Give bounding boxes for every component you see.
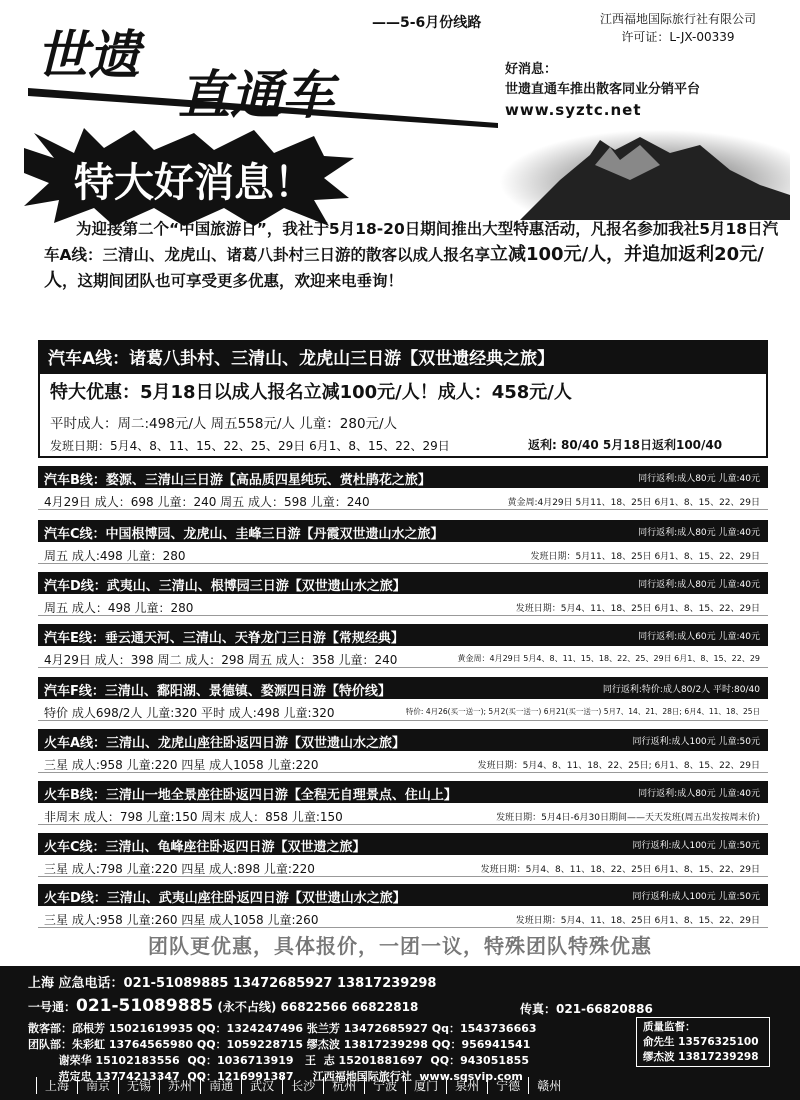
main-route-prices: 平时成人：周二:498元/人 周五558元/人 儿童：280元/人 <box>50 416 398 432</box>
contact-line: 范定忠 13774213347 QQ：1216991387 江西福地国际旅行社 www.sqsvip.com <box>28 1070 523 1083</box>
route-rebate: 同行返利:成人80元 儿童:40元 <box>638 789 760 799</box>
company-name: 江西福地国际旅行社有限公司 <box>599 12 756 26</box>
contact-line: 散客部：邱根芳 15021619935 QQ：1324247496 张兰芳 13472685927 Qq：1543736663 <box>28 1022 537 1035</box>
route-row <box>38 490 768 510</box>
hotline-row <box>28 996 418 1016</box>
intro-p3: ，这期间团队也可享受更多优惠，欢迎来电垂询！ <box>62 272 404 290</box>
route-row <box>38 544 768 564</box>
website-link[interactable]: www.syztc.net <box>505 101 642 119</box>
route-title: 汽车D线：武夷山、三清山、根博园三日游【双世遗山水之旅】 同行返利:成人80元 儿童:40元 <box>38 572 768 594</box>
route-title: 汽车C线：中国根博园、龙虎山、圭峰三日游【丹霞双世遗山水之旅】 同行返利:成人80元 儿童:40元 <box>38 520 768 542</box>
city-list <box>36 1077 569 1094</box>
route-dates: 发班日期：5月4、11、18、25日 6月1、8、15、22、29日 <box>515 916 760 926</box>
city: 长沙 <box>282 1077 323 1094</box>
route-title: 汽车E线：垂云通天河、三清山、天脊龙门三日游【常规经典】 同行返利:成人60元 儿童:40元 <box>38 624 768 646</box>
license: 许可证：L-JX-00339 <box>621 30 735 44</box>
city: 南京 <box>77 1077 118 1094</box>
route-price: 4月29日 成人：398 周二 成人：298 周五 成人：358 儿童：240 <box>44 653 398 667</box>
emergency-phone: 上海 应急电话：021-51089885 13472685927 13817239298 <box>28 976 437 991</box>
route-rebate: 同行返利:特价:成人80/2人 平时:80/40 <box>602 685 760 695</box>
city: 苏州 <box>159 1077 200 1094</box>
hotline-note: (永不占线) 66822566 66822818 <box>217 1000 419 1014</box>
goodnews-title: 好消息： <box>505 62 558 77</box>
goodnews-body: 世遗直通车推出散客同业分销平台 <box>505 82 701 97</box>
route-row <box>38 908 768 928</box>
route-dates: 发班日期：5月4、11、18、25日 6月1、8、15、22、29日 <box>515 604 760 614</box>
quality-contact: 俞先生 13576325100 <box>643 1036 759 1048</box>
main-route-title: 汽车A线：诸葛八卦村、三清山、龙虎山三日游【双世遗经典之旅】 <box>38 340 768 372</box>
route-title: 汽车B线：婺源、三清山三日游【高品质四星纯玩、赏杜鹃花之旅】 同行返利:成人80元 儿童:40元 <box>38 466 768 488</box>
route-rebate: 同行返利:成人80元 儿童:40元 <box>638 528 760 538</box>
team-slogan: 团队更优惠，具体报价，一团一议，特殊团队特殊优惠 <box>148 934 652 958</box>
city: 宁波 <box>364 1077 405 1094</box>
quality-contact: 缪杰波 13817239298 <box>643 1051 759 1063</box>
route-title: 汽车F线：三清山、鄱阳湖、景德镇、婺源四日游【特价线】 同行返利:特价:成人80/2人 平时:80/40 <box>38 677 768 699</box>
route-price: 三星 成人:958 儿童:260 四星 成人1058 儿童:260 <box>44 913 319 927</box>
route-dates: 特价: 4月26(买一送一); 5月2(买一送一) 6月21(买一送一) 5月7、14、21、28日; 6月4、11、18、25日 <box>405 707 760 716</box>
logo-line1: 世遗 <box>36 26 141 86</box>
city: 上海 <box>36 1077 77 1094</box>
route-price: 4月29日 成人：698 儿童：240 周五 成人：598 儿童：240 <box>44 495 370 509</box>
route-dates: 发班日期：5月11、18、25日 6月1、8、15、22、29日 <box>530 552 760 562</box>
contact-line: 团队部：朱彩虹 13764565980 QQ：1059228715 缪杰波 13817239298 QQ：956941541 <box>28 1038 531 1051</box>
route-dates: 发班日期：5月4日-6月30日期间——天天发班(周五出发按周末价) <box>496 813 760 823</box>
city: 无锡 <box>118 1077 159 1094</box>
banner-burst <box>24 128 354 228</box>
route-price: 非周末 成人：798 儿童:150 周末 成人：858 儿童:150 <box>44 810 343 824</box>
intro-paragraph <box>44 216 784 294</box>
fax: 传真：021-66820886 <box>520 1002 653 1016</box>
logo-line2: 直通车 <box>178 66 335 126</box>
route-price: 周五 成人：498 儿童：280 <box>44 601 194 615</box>
company-info <box>578 10 778 46</box>
route-rebate: 同行返利:成人80元 儿童:40元 <box>638 580 760 590</box>
route-dates: 发班日期：5月4、8、11、18、22、25日 6月1、8、15、22、29日 <box>480 865 760 875</box>
main-route-rebate: 返利: 80/40 5月18日返利100/40 <box>528 438 723 452</box>
contact-line: 谢荣华 15102183556 QQ：1036713919 王 志 15201881697 QQ：943051855 <box>28 1054 529 1067</box>
logo <box>28 18 508 128</box>
hotline-label: 一号通： <box>28 1000 77 1014</box>
city: 杭州 <box>323 1077 364 1094</box>
intro-highlight: 立减100元/人，并追加返利20元/人 <box>44 244 764 291</box>
city: 泉州 <box>446 1077 487 1094</box>
route-row <box>38 857 768 877</box>
intro-p1: 为迎接第二个“中国旅游日”，我社于5月18-20日期间推出大型特惠活动，凡报名参加我社5月18日汽车A线：三清山、龙虎山、诸葛八卦村三日游的散客以成人报名享 <box>44 220 779 264</box>
route-row <box>38 648 768 668</box>
city: 赣州 <box>528 1077 569 1094</box>
route-dates: 黄金周：4月29日 5月4、8、11、15、18、22、25、29日 6月1、8、15、22、29 <box>457 654 760 663</box>
route-rebate: 同行返利:成人100元 儿童:50元 <box>632 892 760 902</box>
route-row <box>38 805 768 825</box>
route-rebate: 同行返利:成人100元 儿童:50元 <box>632 841 760 851</box>
route-title: 火车B线：三清山一地全景座往卧返四日游【全程无自理景点、住山上】 同行返利:成人80元 儿童:40元 <box>38 781 768 803</box>
mountain-image <box>500 125 790 220</box>
city: 厦门 <box>405 1077 446 1094</box>
route-dates: 黄金周:4月29日 5月11、18、25日 6月1、8、15、22、29日 <box>507 498 760 508</box>
hotline-number: 021-51089885 <box>76 996 214 1016</box>
route-rebate: 同行返利:成人100元 儿童:50元 <box>632 737 760 747</box>
main-route-offer: 特大优惠：5月18日以成人报名立减100元/人！成人：458元/人 <box>50 382 572 403</box>
goodnews <box>505 60 700 120</box>
route-title: 火车D线：三清山、武夷山座往卧返四日游【双世遗山水之旅】 同行返利:成人100元 儿童:50元 <box>38 884 768 906</box>
banner-title: 特大好消息！ <box>74 160 314 206</box>
route-title: 火车C线：三清山、龟峰座往卧返四日游【双世遗之旅】 同行返利:成人100元 儿童:50元 <box>38 833 768 855</box>
tagline: ——5-6月份线路 <box>372 15 482 31</box>
route-price: 三星 成人:798 儿童:220 四星 成人:898 儿童:220 <box>44 862 315 876</box>
quality-title: 质量监督： <box>643 1021 696 1033</box>
route-row <box>38 701 768 721</box>
route-row <box>38 753 768 773</box>
route-rebate: 同行返利:成人60元 儿童:40元 <box>638 632 760 642</box>
main-route-dates: 发班日期：5月4、8、11、15、22、25、29日 6月1、8、15、22、29日 <box>50 439 450 453</box>
route-price: 特价 成人698/2人 儿童:320 平时 成人:498 儿童:320 <box>44 706 335 720</box>
route-row <box>38 596 768 616</box>
city: 武汉 <box>241 1077 282 1094</box>
route-title: 火车A线：三清山、龙虎山座往卧返四日游【双世遗山水之旅】 同行返利:成人100元 儿童:50元 <box>38 729 768 751</box>
route-dates: 发班日期：5月4、8、11、18、22、25日; 6月1、8、15、22、29日 <box>477 761 760 771</box>
route-price: 周五 成人:498 儿童：280 <box>44 549 186 563</box>
route-price: 三星 成人:958 儿童:220 四星 成人1058 儿童:220 <box>44 758 319 772</box>
route-rebate: 同行返利:成人80元 儿童:40元 <box>638 474 760 484</box>
city: 宁德 <box>487 1077 528 1094</box>
quality-supervision <box>636 1017 770 1067</box>
city: 南通 <box>200 1077 241 1094</box>
